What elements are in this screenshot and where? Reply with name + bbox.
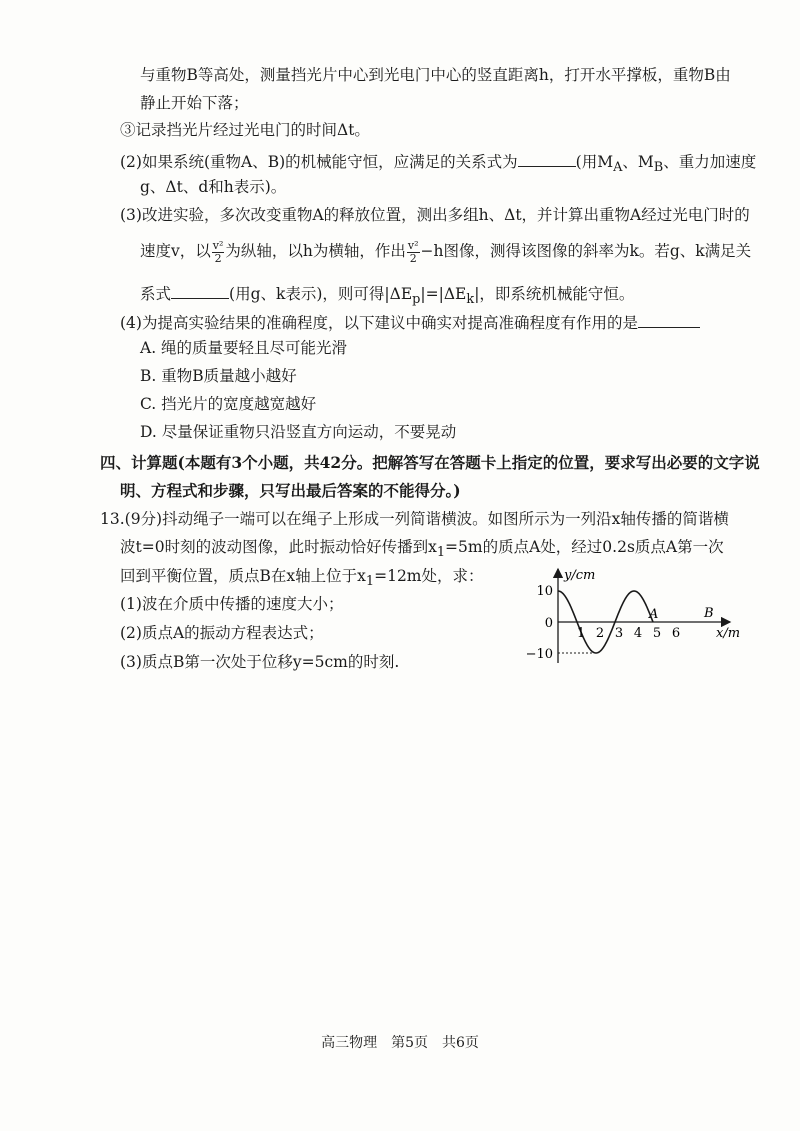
question-text: 、重力加速度 bbox=[663, 153, 757, 171]
question-text: (2)如果系统(重物A、B)的机械能守恒，应满足的关系式为 bbox=[120, 153, 518, 171]
question-text: 、M bbox=[622, 153, 654, 171]
fraction-denominator: 2 bbox=[214, 251, 222, 265]
text-line bbox=[140, 284, 634, 307]
answer-blank[interactable] bbox=[638, 313, 700, 328]
question-text: 速度v，以 bbox=[140, 242, 211, 260]
text-line: 与重物B等高处，测量挡光片中心到光电门中心的竖直距离h，打开水平撑板，重物B由 bbox=[140, 66, 731, 84]
question-text: 回到平衡位置，质点B在x轴上位于x bbox=[120, 567, 366, 585]
option-d: D. 尽量保证重物只沿竖直方向运动，不要晃动 bbox=[140, 423, 457, 441]
subscript: B bbox=[653, 160, 664, 176]
question-text: (用g、k表示)，则可得|ΔE bbox=[229, 285, 413, 303]
question-13: 13.(9分)抖动绳子一端可以在绳子上形成一列简谐横波。如图所示为一列沿x轴传播的简谐横 bbox=[100, 510, 729, 528]
question-text: (用M bbox=[575, 153, 614, 171]
text-line bbox=[120, 540, 724, 560]
point-b-label: B bbox=[704, 606, 714, 621]
answer-blank[interactable] bbox=[518, 152, 576, 167]
text-line: 静止开始下落； bbox=[140, 94, 249, 112]
x-axis-label: x/m bbox=[716, 626, 741, 641]
question-text: 为纵轴，以h为横轴，作出 bbox=[225, 242, 406, 260]
text-line bbox=[120, 569, 484, 589]
subscript: 1 bbox=[365, 574, 375, 590]
question-text: |，即系统机械能守恒。 bbox=[474, 285, 635, 303]
subscript: p bbox=[412, 292, 421, 308]
question-3: (3)改进实验，多次改变重物A的释放位置，测出多组h、Δt，并计算出重物A经过光电门时的 bbox=[120, 206, 750, 224]
x-tick-labels bbox=[577, 626, 680, 641]
answer-blank[interactable] bbox=[171, 284, 229, 299]
subscript: 1 bbox=[436, 545, 446, 561]
question-text: −h图像，测得该图像的斜率为k。若g、k满足关 bbox=[420, 242, 752, 260]
question-2 bbox=[120, 152, 756, 175]
question-text: =12m处，求： bbox=[374, 567, 484, 585]
x-tick-label: 2 bbox=[595, 626, 605, 641]
sub-question-2: (2)质点A的振动方程表达式； bbox=[120, 624, 324, 642]
sub-question-3: (3)质点B第一次处于位移y=5cm的时刻. bbox=[120, 653, 400, 671]
fraction bbox=[407, 240, 420, 264]
question-text: |=|ΔE bbox=[420, 285, 467, 303]
text-line bbox=[140, 236, 751, 266]
point-a-label: A bbox=[649, 607, 659, 622]
fraction bbox=[212, 240, 225, 264]
y-tick-label: 10 bbox=[536, 584, 553, 599]
section-heading: 四、计算题(本题有3个小题，共42分。把解答写在答题卡上指定的位置，要求写出必要的文字说 bbox=[100, 453, 760, 472]
x-tick-label: 4 bbox=[633, 626, 643, 641]
y-tick-label: 0 bbox=[544, 616, 553, 631]
x-tick-label: 5 bbox=[652, 626, 662, 641]
y-axis-label: y/cm bbox=[564, 568, 596, 583]
fraction-numerator: v² bbox=[212, 238, 224, 252]
x-tick-label: 3 bbox=[614, 626, 624, 641]
text-line: ③记录挡光片经过光电门的时间Δt。 bbox=[120, 121, 370, 139]
wave-graph bbox=[520, 563, 745, 673]
question-text: 系式 bbox=[140, 285, 172, 303]
question-text: =5m的质点A处，经过0.2s质点A第一次 bbox=[445, 538, 724, 556]
x-tick-label: 6 bbox=[671, 626, 681, 641]
fraction-numerator: v² bbox=[407, 238, 419, 252]
question-4 bbox=[120, 313, 700, 332]
question-text: 波t=0时刻的波动图像，此时振动恰好传播到x bbox=[120, 538, 437, 556]
question-text: (4)为提高实验结果的准确程度，以下建议中确实对提高准确程度有作用的是 bbox=[120, 314, 638, 332]
y-tick-label: −10 bbox=[525, 647, 553, 662]
text-line: g、Δt、d和h表示)。 bbox=[140, 178, 287, 196]
option-a: A. 绳的质量要轻且尽可能光滑 bbox=[140, 339, 348, 357]
option-c: C. 挡光片的宽度越宽越好 bbox=[140, 395, 317, 413]
option-b: B. 重物B质量越小越好 bbox=[140, 367, 297, 385]
subscript: k bbox=[466, 292, 475, 308]
section-heading: 明、方程式和步骤，只写出最后答案的不能得分。) bbox=[120, 481, 461, 500]
fraction-denominator: 2 bbox=[409, 251, 417, 265]
x-tick-label: 1 bbox=[576, 626, 586, 641]
subscript: A bbox=[613, 160, 623, 176]
page-footer: 高三物理 第5页 共6页 bbox=[321, 1035, 479, 1051]
sub-question-1: (1)波在介质中传播的速度大小； bbox=[120, 595, 344, 613]
